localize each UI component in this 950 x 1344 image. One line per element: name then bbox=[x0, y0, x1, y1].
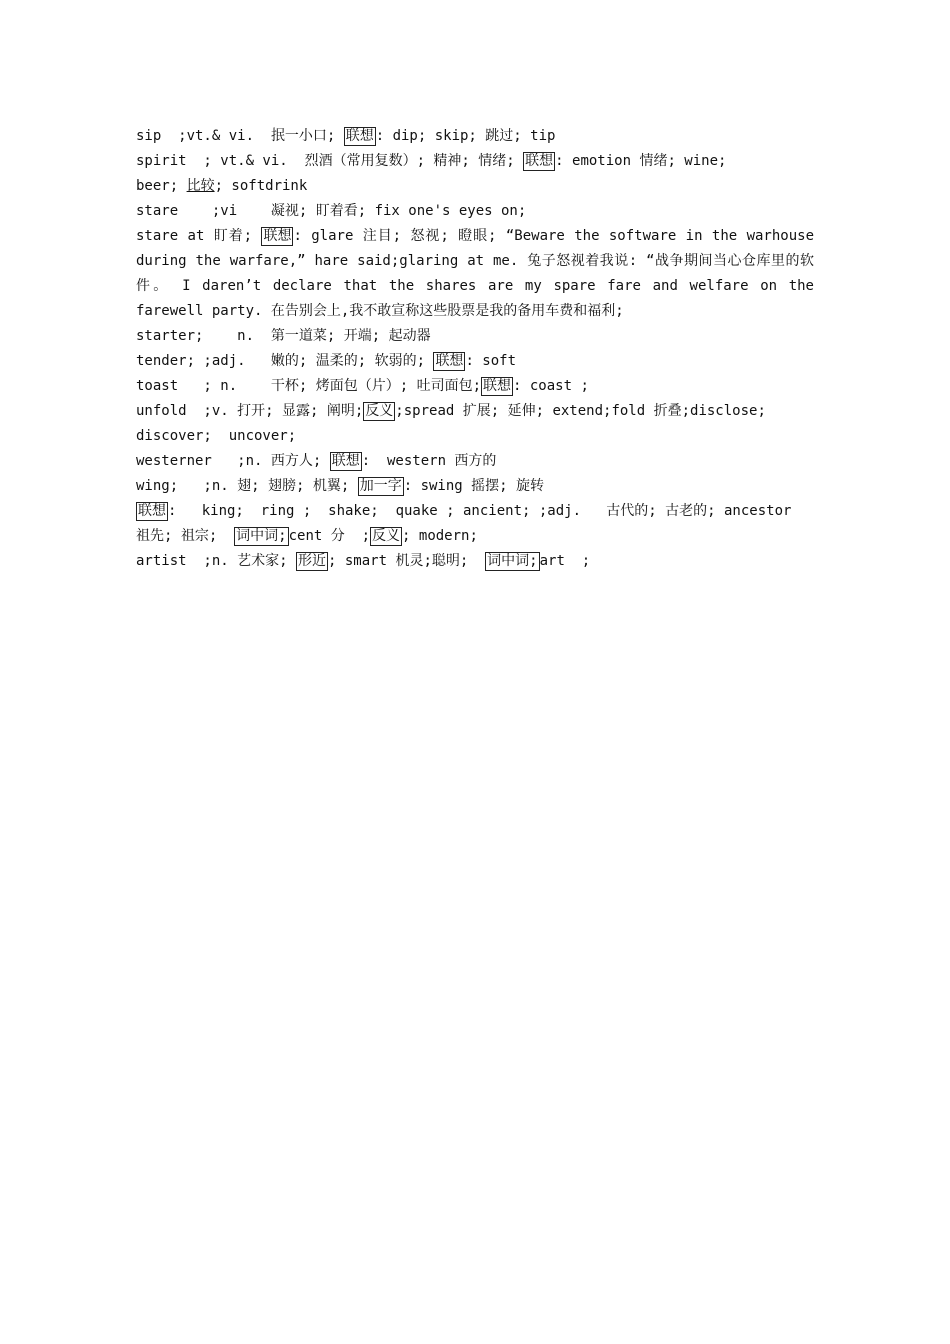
entry-text: tender; ;adj. 嫩的; 温柔的; 软弱的; bbox=[136, 353, 434, 369]
entry-tender bbox=[136, 349, 814, 374]
association-label: 联想 bbox=[331, 453, 360, 469]
entry-text: ; smart 机灵;聪明; bbox=[328, 553, 486, 569]
entry-artist bbox=[136, 549, 814, 574]
add-letter-label: 加一字 bbox=[359, 478, 402, 494]
entry-text: 祖先; 祖宗; bbox=[136, 528, 235, 544]
entry-text: : dip; skip; 跳过; tip bbox=[375, 128, 556, 144]
entry-text: : glare 注目; 怒视; 瞪眼; “Beware the software in the warhouse during the warfare,” hare said;glaring at me. 兔子怒视着我说: “战争期间当心仓库里的软件。 I daren’t declare that the shares are my spare fare and welfare on the farewell party. 在告别会上,我不敢宣称这些股票是我的备用车费和福利; bbox=[136, 228, 815, 319]
entry-stare-at bbox=[136, 224, 814, 324]
entry-text: art ; bbox=[539, 553, 591, 569]
word-in-word-label: 词中词; bbox=[487, 553, 538, 569]
entry-text: ; softdrink bbox=[214, 178, 308, 194]
association-label: 联想 bbox=[138, 503, 166, 519]
entry-starter: starter; n. 第一道菜; 开端; 起动器 bbox=[136, 328, 431, 344]
association-label: 联想 bbox=[435, 353, 464, 369]
similar-form-label: 形近 bbox=[298, 553, 327, 569]
antonym-label: 反义 bbox=[372, 528, 401, 544]
association-label: 联想 bbox=[525, 153, 554, 169]
entry-text: artist ;n. 艺术家; bbox=[136, 553, 297, 569]
entry-text: stare at 盯着; bbox=[136, 228, 262, 244]
entry-unfold bbox=[136, 399, 814, 424]
entry-westerner bbox=[136, 449, 814, 474]
association-label: 联想 bbox=[483, 378, 512, 394]
entry-spirit-cont bbox=[136, 174, 814, 199]
entry-king bbox=[136, 499, 814, 524]
entry-spirit bbox=[136, 149, 814, 174]
entry-text: : coast ; bbox=[513, 378, 589, 394]
entry-text: : emotion 情绪; wine; bbox=[555, 153, 727, 169]
entry-text: sip ;vt.& vi. 抿一小口; bbox=[136, 128, 344, 144]
entry-text: : swing 摇摆; 旋转 bbox=[403, 478, 545, 494]
entry-text: ;spread 扩展; 延伸; extend;fold 折叠;disclose; bbox=[395, 403, 766, 419]
entry-text: spirit ; vt.& vi. 烈酒（常用复数）; 精神; 情绪; bbox=[136, 153, 524, 169]
antonym-label: 反义 bbox=[365, 403, 394, 419]
entry-text: westerner ;n. 西方人; bbox=[136, 453, 330, 469]
entry-text: beer; bbox=[136, 178, 187, 194]
association-label: 联想 bbox=[263, 228, 292, 244]
entry-text: : king; ring ; shake; quake ; ancient; ;adj. 古代的; 古老的; ancestor bbox=[168, 503, 792, 519]
entry-text: cent 分 ; bbox=[288, 528, 371, 544]
entry-sip bbox=[136, 124, 814, 149]
entry-stare: stare ;vi 凝视; 盯着看; fix one's eyes on; bbox=[136, 203, 527, 219]
word-in-word-label: 词中词; bbox=[236, 528, 287, 544]
entry-unfold-cont: discover; uncover; bbox=[136, 428, 297, 444]
entry-text: toast ; n. 干杯; 烤面包（片）; 吐司面包; bbox=[136, 378, 482, 394]
entry-text: : western 西方的 bbox=[361, 453, 497, 469]
entry-toast bbox=[136, 374, 814, 399]
entry-text: : soft bbox=[465, 353, 517, 369]
vocabulary-list bbox=[136, 124, 814, 574]
compare-label: 比较 bbox=[186, 178, 215, 194]
entry-text: wing; ;n. 翅; 翅膀; 机翼; bbox=[136, 478, 358, 494]
association-label: 联想 bbox=[345, 128, 374, 144]
entry-king-cont bbox=[136, 524, 814, 549]
entry-text: unfold ;v. 打开; 显露; 阐明; bbox=[136, 403, 364, 419]
entry-text: ; modern; bbox=[402, 528, 478, 544]
entry-wing bbox=[136, 474, 814, 499]
